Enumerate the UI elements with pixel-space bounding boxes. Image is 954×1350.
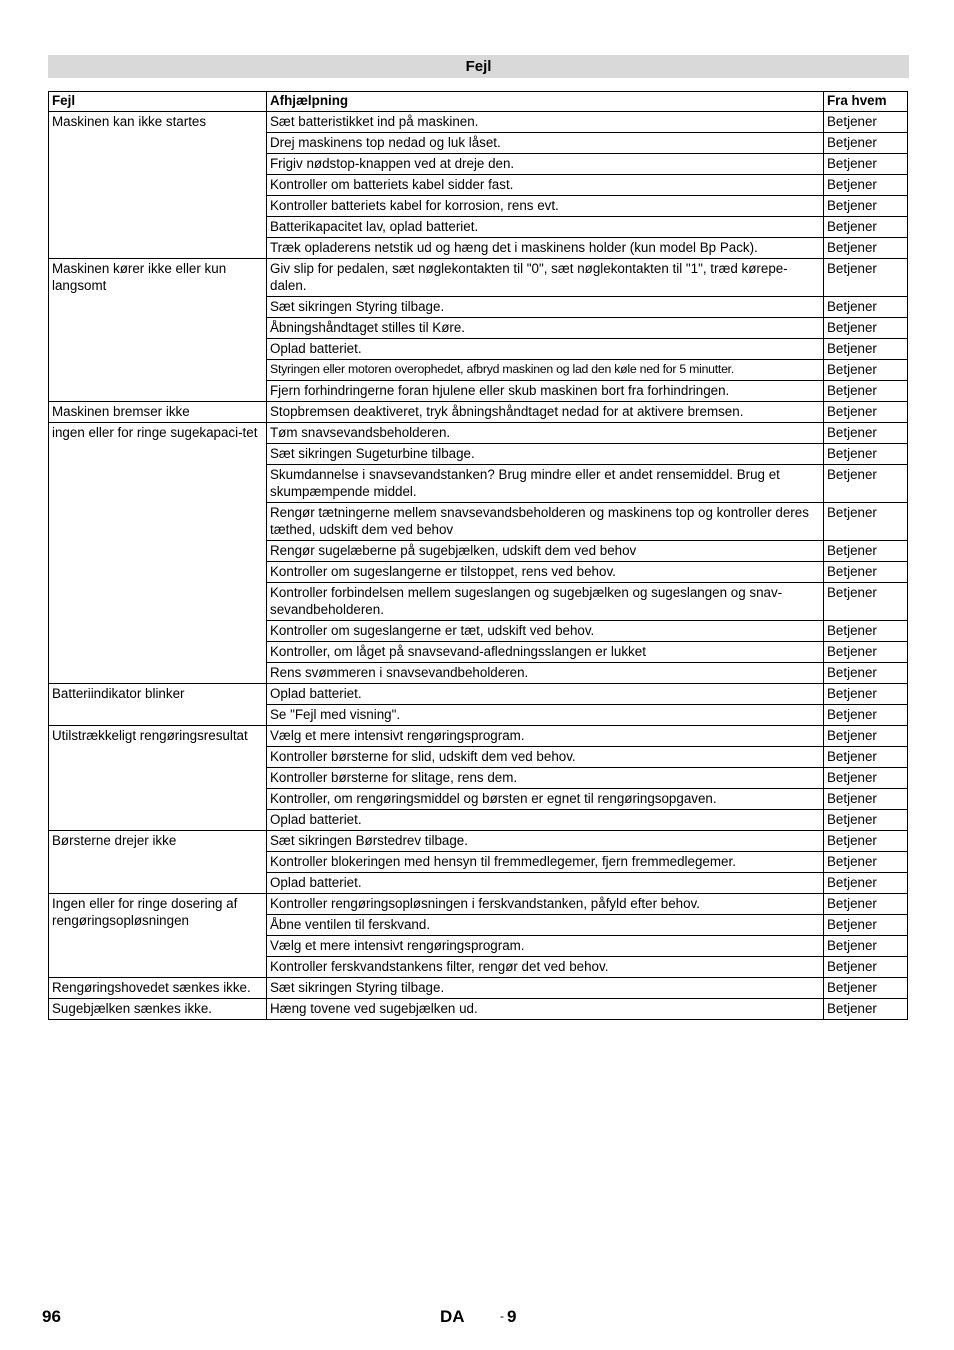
remedy-cell: Åbne ventilen til ferskvand. — [267, 915, 824, 936]
who-cell: Betjener — [824, 444, 908, 465]
language-code: DA — [440, 1307, 465, 1326]
sub-page-number — [500, 1307, 516, 1327]
who-cell: Betjener — [824, 583, 908, 621]
remedy-cell: Tøm snavsevandsbeholderen. — [267, 423, 824, 444]
fault-cell: Batteriindikator blinker — [49, 684, 267, 726]
remedy-cell: Batterikapacitet lav, oplad batteriet. — [267, 217, 824, 238]
who-cell: Betjener — [824, 873, 908, 894]
remedy-cell: Rengør sugelæberne på sugebjælken, udskift dem ved behov — [267, 541, 824, 562]
who-cell: Betjener — [824, 238, 908, 259]
remedy-cell: Sæt sikringen Styring tilbage. — [267, 297, 824, 318]
who-cell: Betjener — [824, 684, 908, 705]
remedy-cell: Vælg et mere intensivt rengøringsprogram. — [267, 726, 824, 747]
fault-cell: Ingen eller for ringe dosering af rengøringsopløsningen — [49, 894, 267, 978]
table-body — [49, 112, 908, 1020]
table-row — [49, 423, 908, 444]
table-row — [49, 831, 908, 852]
remedy-cell: Kontroller, om rengøringsmiddel og børsten er egnet til rengøringsopgaven. — [267, 789, 824, 810]
who-cell: Betjener — [824, 915, 908, 936]
who-cell: Betjener — [824, 562, 908, 583]
remedy-cell: Giv slip for pedalen, sæt nøglekontakten til "0", sæt nøglekontakten til "1", træd kørepe-dalen. — [267, 259, 824, 297]
remedy-cell: Stopbremsen deaktiveret, tryk åbningshåndtaget nedad for at aktivere bremsen. — [267, 402, 824, 423]
who-cell: Betjener — [824, 852, 908, 873]
who-cell: Betjener — [824, 936, 908, 957]
column-header-who: Fra hvem — [824, 92, 908, 112]
remedy-cell: Vælg et mere intensivt rengøringsprogram. — [267, 936, 824, 957]
who-cell: Betjener — [824, 726, 908, 747]
who-cell: Betjener — [824, 503, 908, 541]
who-cell: Betjener — [824, 768, 908, 789]
who-cell: Betjener — [824, 133, 908, 154]
remedy-cell: Rengør tætningerne mellem snavsevandsbeholderen og maskinens top og kontroller deres tæthed, udskift dem ved behov — [267, 503, 824, 541]
remedy-cell: Fjern forhindringerne foran hjulene eller skub maskinen bort fra forhindringen. — [267, 381, 824, 402]
remedy-cell: Oplad batteriet. — [267, 810, 824, 831]
remedy-cell: Sæt batteristikket ind på maskinen. — [267, 112, 824, 133]
who-cell: Betjener — [824, 297, 908, 318]
who-cell: Betjener — [824, 465, 908, 503]
who-cell: Betjener — [824, 175, 908, 196]
who-cell: Betjener — [824, 217, 908, 238]
table-row — [49, 112, 908, 133]
remedy-cell: Oplad batteriet. — [267, 684, 824, 705]
remedy-cell: Se "Fejl med visning". — [267, 705, 824, 726]
remedy-cell: Kontroller børsterne for slid, udskift dem ved behov. — [267, 747, 824, 768]
fault-cell: Maskinen bremser ikke — [49, 402, 267, 423]
who-cell: Betjener — [824, 402, 908, 423]
who-cell: Betjener — [824, 831, 908, 852]
table-row — [49, 726, 908, 747]
fault-cell: Maskinen kan ikke startes — [49, 112, 267, 259]
fault-cell: ingen eller for ringe sugekapaci-tet — [49, 423, 267, 684]
who-cell: Betjener — [824, 894, 908, 915]
remedy-cell: Hæng tovene ved sugebjælken ud. — [267, 999, 824, 1020]
table-row — [49, 684, 908, 705]
remedy-cell: Frigiv nødstop-knappen ved at dreje den. — [267, 154, 824, 175]
column-header-remedy: Afhjælpning — [267, 92, 824, 112]
who-cell: Betjener — [824, 810, 908, 831]
remedy-cell: Styringen eller motoren overophedet, afbryd maskinen og lad den køle ned for 5 minutter. — [267, 360, 824, 381]
remedy-cell: Oplad batteriet. — [267, 339, 824, 360]
remedy-cell: Kontroller blokeringen med hensyn til fremmedlegemer, fjern fremmedlegemer. — [267, 852, 824, 873]
remedy-cell: Kontroller børsterne for slitage, rens dem. — [267, 768, 824, 789]
troubleshooting-table — [48, 91, 908, 1020]
who-cell: Betjener — [824, 196, 908, 217]
fault-cell: Børsterne drejer ikke — [49, 831, 267, 894]
sub-page-value: 9 — [507, 1307, 517, 1326]
remedy-cell: Kontroller rengøringsopløsningen i ferskvandstanken, påfyld efter behov. — [267, 894, 824, 915]
who-cell: Betjener — [824, 789, 908, 810]
remedy-cell: Kontroller om sugeslangerne er tæt, udskift ved behov. — [267, 621, 824, 642]
fault-cell: Maskinen kører ikke eller kun langsomt — [49, 259, 267, 402]
who-cell: Betjener — [824, 978, 908, 999]
fault-cell: Sugebjælken sænkes ikke. — [49, 999, 267, 1020]
table-row — [49, 402, 908, 423]
column-header-fault: Fejl — [49, 92, 267, 112]
remedy-cell: Træk opladerens netstik ud og hæng det i maskinens holder (kun model Bp Pack). — [267, 238, 824, 259]
page-number: 96 — [42, 1307, 61, 1326]
remedy-cell: Rens svømmeren i snavsevandbeholderen. — [267, 663, 824, 684]
who-cell: Betjener — [824, 705, 908, 726]
who-cell: Betjener — [824, 957, 908, 978]
who-cell: Betjener — [824, 318, 908, 339]
remedy-cell: Sæt sikringen Styring tilbage. — [267, 978, 824, 999]
remedy-cell: Kontroller om batteriets kabel sidder fast. — [267, 175, 824, 196]
who-cell: Betjener — [824, 642, 908, 663]
who-cell: Betjener — [824, 663, 908, 684]
remedy-cell: Kontroller ferskvandstankens filter, rengør det ved behov. — [267, 957, 824, 978]
who-cell: Betjener — [824, 999, 908, 1020]
table-row — [49, 978, 908, 999]
table-row — [49, 999, 908, 1020]
who-cell: Betjener — [824, 541, 908, 562]
who-cell: Betjener — [824, 381, 908, 402]
remedy-cell: Skumdannelse i snavsevandstanken? Brug mindre eller et andet rensemiddel. Brug et skumpæmpende middel. — [267, 465, 824, 503]
remedy-cell: Oplad batteriet. — [267, 873, 824, 894]
who-cell: Betjener — [824, 360, 908, 381]
who-cell: Betjener — [824, 621, 908, 642]
who-cell: Betjener — [824, 154, 908, 175]
table-header-row — [49, 92, 908, 112]
table-row — [49, 894, 908, 915]
fault-cell: Utilstrækkeligt rengøringsresultat — [49, 726, 267, 831]
remedy-cell: Kontroller om sugeslangerne er tilstoppet, rens ved behov. — [267, 562, 824, 583]
who-cell: Betjener — [824, 259, 908, 297]
section-title: Fejl — [48, 55, 909, 78]
who-cell: Betjener — [824, 747, 908, 768]
remedy-cell: Kontroller forbindelsen mellem sugeslangen og sugebjælken og sugeslangen og snav-sevandbeholderen. — [267, 583, 824, 621]
remedy-cell: Kontroller, om låget på snavsevand-afledningsslangen er lukket — [267, 642, 824, 663]
remedy-cell: Drej maskinens top nedad og luk låset. — [267, 133, 824, 154]
sub-page-dash: - — [500, 1309, 504, 1323]
fault-cell: Rengøringshovedet sænkes ikke. — [49, 978, 267, 999]
remedy-cell: Sæt sikringen Børstedrev tilbage. — [267, 831, 824, 852]
who-cell: Betjener — [824, 339, 908, 360]
remedy-cell: Åbningshåndtaget stilles til Køre. — [267, 318, 824, 339]
who-cell: Betjener — [824, 423, 908, 444]
who-cell: Betjener — [824, 112, 908, 133]
remedy-cell: Kontroller batteriets kabel for korrosion, rens evt. — [267, 196, 824, 217]
table-row — [49, 259, 908, 297]
remedy-cell: Sæt sikringen Sugeturbine tilbage. — [267, 444, 824, 465]
